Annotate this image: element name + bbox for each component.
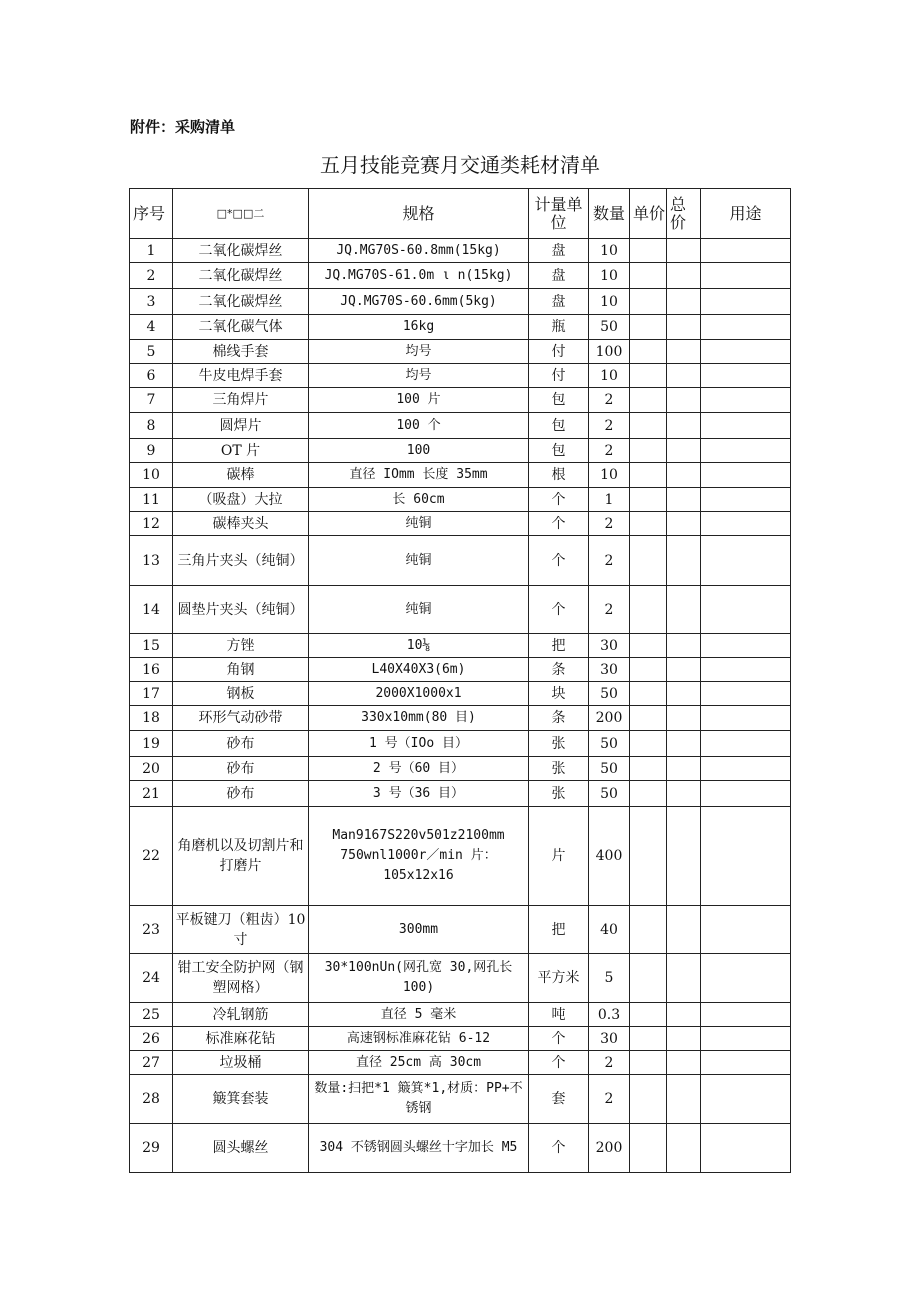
table-row (130, 289, 791, 315)
cell-usage (701, 239, 791, 263)
cell-usage (701, 586, 791, 634)
cell-total (667, 706, 701, 731)
cell-spec: 1 号（IOo 目） (309, 731, 529, 757)
cell-usage (701, 1003, 791, 1027)
cell-usage (701, 315, 791, 340)
cell-usage (701, 781, 791, 807)
col-spec: 规格 (309, 189, 529, 239)
table-row (130, 1124, 791, 1173)
cell-name: 砂布 (173, 731, 309, 757)
cell-qty: 0.3 (589, 1003, 630, 1027)
cell-usage (701, 1075, 791, 1124)
cell-price (630, 1003, 667, 1027)
cell-unit: 个 (529, 512, 589, 536)
cell-price (630, 731, 667, 757)
cell-spec: 100 个 (309, 413, 529, 439)
cell-price (630, 512, 667, 536)
cell-qty: 2 (589, 586, 630, 634)
cell-no: 16 (130, 658, 173, 682)
cell-qty: 2 (589, 439, 630, 463)
cell-spec: Man9167S220v501z2100mm 750wnl1000r／min 片：105x12x16 (309, 807, 529, 906)
table-row (130, 1003, 791, 1027)
col-unit: 计量单位 (529, 189, 589, 239)
cell-unit: 个 (529, 1027, 589, 1051)
cell-qty: 50 (589, 315, 630, 340)
cell-no: 20 (130, 757, 173, 781)
cell-no: 7 (130, 388, 173, 413)
cell-unit: 付 (529, 364, 589, 388)
cell-price (630, 807, 667, 906)
cell-price (630, 413, 667, 439)
cell-price (630, 682, 667, 706)
cell-spec: 直径 IOmm 长度 35mm (309, 463, 529, 488)
cell-no: 21 (130, 781, 173, 807)
table-row (130, 413, 791, 439)
table-row (130, 682, 791, 706)
table-row (130, 315, 791, 340)
cell-usage (701, 289, 791, 315)
cell-price (630, 463, 667, 488)
cell-unit: 把 (529, 634, 589, 658)
cell-price (630, 488, 667, 512)
cell-qty: 30 (589, 1027, 630, 1051)
cell-price (630, 906, 667, 954)
cell-usage (701, 807, 791, 906)
cell-name: OT 片 (173, 439, 309, 463)
table-row (130, 263, 791, 289)
cell-name: 钳工安全防护网（钢塑网格） (173, 954, 309, 1003)
cell-no: 18 (130, 706, 173, 731)
cell-total (667, 488, 701, 512)
cell-qty: 10 (589, 239, 630, 263)
document-title: 五月技能竞赛月交通类耗材清单 (320, 153, 600, 177)
col-qty: 数量 (589, 189, 630, 239)
cell-usage (701, 658, 791, 682)
cell-name: 冷轧钢筋 (173, 1003, 309, 1027)
cell-name: 二氧化碳焊丝 (173, 263, 309, 289)
cell-unit: 瓶 (529, 315, 589, 340)
cell-total (667, 781, 701, 807)
cell-usage (701, 263, 791, 289)
cell-unit: 盘 (529, 239, 589, 263)
cell-usage (701, 906, 791, 954)
cell-usage (701, 731, 791, 757)
cell-usage (701, 954, 791, 1003)
cell-price (630, 1027, 667, 1051)
cell-name: 三角焊片 (173, 388, 309, 413)
table-row (130, 536, 791, 586)
cell-name: 角钢 (173, 658, 309, 682)
cell-unit: 把 (529, 906, 589, 954)
cell-total (667, 388, 701, 413)
cell-no: 4 (130, 315, 173, 340)
cell-price (630, 634, 667, 658)
table-row (130, 586, 791, 634)
cell-spec: JQ.MG70S-60.8mm(15kg) (309, 239, 529, 263)
cell-price (630, 706, 667, 731)
cell-total (667, 413, 701, 439)
col-price: 单价 (630, 189, 667, 239)
table-row (130, 463, 791, 488)
cell-total (667, 1027, 701, 1051)
cell-spec: 300mm (309, 906, 529, 954)
table-row (130, 1051, 791, 1075)
cell-spec: 100 (309, 439, 529, 463)
cell-price (630, 658, 667, 682)
cell-spec: 直径 5 毫米 (309, 1003, 529, 1027)
cell-no: 12 (130, 512, 173, 536)
cell-total (667, 340, 701, 364)
cell-total (667, 1051, 701, 1075)
cell-no: 1 (130, 239, 173, 263)
cell-no: 2 (130, 263, 173, 289)
col-total: 总价 (667, 189, 701, 239)
cell-name: 标准麻花钻 (173, 1027, 309, 1051)
cell-spec: 数量:扫把*1 簸箕*1,材质：PP+不锈钢 (309, 1075, 529, 1124)
cell-usage (701, 463, 791, 488)
cell-usage (701, 1124, 791, 1173)
cell-usage (701, 1027, 791, 1051)
cell-total (667, 757, 701, 781)
cell-total (667, 658, 701, 682)
cell-price (630, 954, 667, 1003)
col-name: □*□□二 (173, 189, 309, 239)
cell-name: 圆焊片 (173, 413, 309, 439)
cell-total (667, 463, 701, 488)
cell-unit: 付 (529, 340, 589, 364)
table-row (130, 731, 791, 757)
cell-total (667, 1075, 701, 1124)
cell-name: 钢板 (173, 682, 309, 706)
cell-spec: 纯铜 (309, 586, 529, 634)
table-row (130, 512, 791, 536)
cell-qty: 1 (589, 488, 630, 512)
cell-name: 环形气动砂带 (173, 706, 309, 731)
cell-price (630, 239, 667, 263)
cell-no: 24 (130, 954, 173, 1003)
cell-total (667, 439, 701, 463)
cell-no: 6 (130, 364, 173, 388)
cell-no: 14 (130, 586, 173, 634)
cell-no: 15 (130, 634, 173, 658)
cell-spec: 高速钢标准麻花钻 6-12 (309, 1027, 529, 1051)
cell-no: 10 (130, 463, 173, 488)
cell-spec: 纯铜 (309, 536, 529, 586)
cell-spec: 16kg (309, 315, 529, 340)
table-header (130, 189, 791, 239)
cell-spec: 2000X1000x1 (309, 682, 529, 706)
cell-total (667, 954, 701, 1003)
table-row (130, 340, 791, 364)
cell-qty: 2 (589, 413, 630, 439)
cell-no: 27 (130, 1051, 173, 1075)
cell-total (667, 1003, 701, 1027)
table-row (130, 906, 791, 954)
cell-spec: 10⅛ (309, 634, 529, 658)
cell-unit: 吨 (529, 1003, 589, 1027)
table-row (130, 439, 791, 463)
cell-total (667, 263, 701, 289)
cell-total (667, 536, 701, 586)
cell-usage (701, 1051, 791, 1075)
table-row (130, 388, 791, 413)
cell-spec: 直径 25cm 高 30cm (309, 1051, 529, 1075)
cell-usage (701, 682, 791, 706)
cell-name: 角磨机以及切割片和打磨片 (173, 807, 309, 906)
cell-spec: 均号 (309, 340, 529, 364)
cell-no: 23 (130, 906, 173, 954)
cell-usage (701, 512, 791, 536)
table-row (130, 658, 791, 682)
cell-name: 二氧化碳气体 (173, 315, 309, 340)
cell-usage (701, 364, 791, 388)
cell-spec: 330x10mm(80 目) (309, 706, 529, 731)
cell-name: （吸盘）大拉 (173, 488, 309, 512)
cell-name: 三角片夹头（纯铜） (173, 536, 309, 586)
cell-qty: 10 (589, 364, 630, 388)
cell-spec: 2 号（60 目） (309, 757, 529, 781)
cell-total (667, 634, 701, 658)
table-row (130, 634, 791, 658)
cell-unit: 个 (529, 1124, 589, 1173)
cell-qty: 200 (589, 1124, 630, 1173)
cell-qty: 50 (589, 682, 630, 706)
cell-total (667, 364, 701, 388)
table-row (130, 807, 791, 906)
attachment-label: 附件：采购清单 (130, 118, 236, 136)
cell-name: 平板键刀（粗齿）10 寸 (173, 906, 309, 954)
cell-no: 25 (130, 1003, 173, 1027)
cell-price (630, 1124, 667, 1173)
cell-name: 方锉 (173, 634, 309, 658)
table-row (130, 239, 791, 263)
cell-name: 棉线手套 (173, 340, 309, 364)
table-row (130, 1075, 791, 1124)
cell-unit: 平方米 (529, 954, 589, 1003)
cell-no: 17 (130, 682, 173, 706)
cell-unit: 包 (529, 388, 589, 413)
cell-spec: 长 60cm (309, 488, 529, 512)
cell-usage (701, 388, 791, 413)
cell-spec: 304 不锈钢圆头螺丝十字加长 M5 (309, 1124, 529, 1173)
cell-total (667, 1124, 701, 1173)
cell-total (667, 807, 701, 906)
cell-spec: 3 号（36 目） (309, 781, 529, 807)
cell-unit: 个 (529, 536, 589, 586)
cell-qty: 2 (589, 1051, 630, 1075)
table-row (130, 706, 791, 731)
cell-qty: 5 (589, 954, 630, 1003)
cell-name: 砂布 (173, 757, 309, 781)
cell-spec: L40X40X3(6m) (309, 658, 529, 682)
cell-price (630, 757, 667, 781)
cell-price (630, 781, 667, 807)
cell-usage (701, 488, 791, 512)
cell-no: 8 (130, 413, 173, 439)
cell-price (630, 1051, 667, 1075)
cell-unit: 套 (529, 1075, 589, 1124)
cell-spec: JQ.MG70S-60.6mm(5kg) (309, 289, 529, 315)
table-row (130, 1027, 791, 1051)
cell-no: 28 (130, 1075, 173, 1124)
cell-name: 垃圾桶 (173, 1051, 309, 1075)
cell-unit: 根 (529, 463, 589, 488)
cell-usage (701, 413, 791, 439)
cell-name: 碳棒夹头 (173, 512, 309, 536)
cell-name: 二氧化碳焊丝 (173, 289, 309, 315)
cell-price (630, 586, 667, 634)
cell-total (667, 315, 701, 340)
cell-name: 二氧化碳焊丝 (173, 239, 309, 263)
cell-no: 29 (130, 1124, 173, 1173)
cell-no: 5 (130, 340, 173, 364)
cell-unit: 张 (529, 781, 589, 807)
cell-price (630, 289, 667, 315)
cell-name: 圆头螺丝 (173, 1124, 309, 1173)
cell-unit: 包 (529, 413, 589, 439)
cell-no: 3 (130, 289, 173, 315)
cell-usage (701, 757, 791, 781)
cell-unit: 张 (529, 757, 589, 781)
cell-qty: 400 (589, 807, 630, 906)
cell-name: 圆垫片夹头（纯铜） (173, 586, 309, 634)
cell-price (630, 263, 667, 289)
cell-total (667, 731, 701, 757)
cell-price (630, 1075, 667, 1124)
cell-unit: 条 (529, 658, 589, 682)
cell-total (667, 586, 701, 634)
cell-unit: 盘 (529, 263, 589, 289)
cell-unit: 个 (529, 586, 589, 634)
cell-qty: 50 (589, 731, 630, 757)
cell-price (630, 439, 667, 463)
cell-price (630, 388, 667, 413)
cell-qty: 50 (589, 781, 630, 807)
cell-qty: 10 (589, 289, 630, 315)
cell-total (667, 289, 701, 315)
cell-usage (701, 706, 791, 731)
table-row (130, 364, 791, 388)
cell-spec: 均号 (309, 364, 529, 388)
cell-total (667, 512, 701, 536)
cell-unit: 个 (529, 488, 589, 512)
cell-price (630, 340, 667, 364)
cell-no: 9 (130, 439, 173, 463)
cell-price (630, 364, 667, 388)
cell-usage (701, 634, 791, 658)
cell-qty: 100 (589, 340, 630, 364)
cell-no: 19 (130, 731, 173, 757)
cell-usage (701, 536, 791, 586)
col-usage: 用途 (701, 189, 791, 239)
cell-qty: 30 (589, 634, 630, 658)
cell-no: 11 (130, 488, 173, 512)
cell-unit: 条 (529, 706, 589, 731)
cell-spec: 100 片 (309, 388, 529, 413)
cell-name: 牛皮电焊手套 (173, 364, 309, 388)
cell-unit: 块 (529, 682, 589, 706)
cell-price (630, 536, 667, 586)
cell-total (667, 239, 701, 263)
table-row (130, 488, 791, 512)
cell-total (667, 906, 701, 954)
table-row (130, 781, 791, 807)
cell-unit: 张 (529, 731, 589, 757)
table-row (130, 954, 791, 1003)
cell-name: 砂布 (173, 781, 309, 807)
cell-qty: 10 (589, 463, 630, 488)
cell-usage (701, 439, 791, 463)
table-row (130, 757, 791, 781)
cell-qty: 10 (589, 263, 630, 289)
cell-unit: 个 (529, 1051, 589, 1075)
cell-price (630, 315, 667, 340)
purchase-table (129, 188, 791, 1173)
cell-no: 13 (130, 536, 173, 586)
cell-name: 碳棒 (173, 463, 309, 488)
cell-usage (701, 340, 791, 364)
cell-qty: 2 (589, 388, 630, 413)
cell-no: 22 (130, 807, 173, 906)
col-no: 序号 (130, 189, 173, 239)
cell-spec: JQ.MG70S-61.0m ι n(15kg) (309, 263, 529, 289)
cell-qty: 40 (589, 906, 630, 954)
cell-spec: 纯铜 (309, 512, 529, 536)
cell-unit: 盘 (529, 289, 589, 315)
cell-qty: 2 (589, 536, 630, 586)
cell-qty: 50 (589, 757, 630, 781)
cell-unit: 包 (529, 439, 589, 463)
cell-spec: 30*100nUn(网孔宽 30,网孔长 100) (309, 954, 529, 1003)
cell-total (667, 682, 701, 706)
cell-unit: 片 (529, 807, 589, 906)
cell-name: 簸箕套装 (173, 1075, 309, 1124)
cell-qty: 30 (589, 658, 630, 682)
cell-no: 26 (130, 1027, 173, 1051)
cell-qty: 2 (589, 512, 630, 536)
cell-qty: 2 (589, 1075, 630, 1124)
cell-qty: 200 (589, 706, 630, 731)
